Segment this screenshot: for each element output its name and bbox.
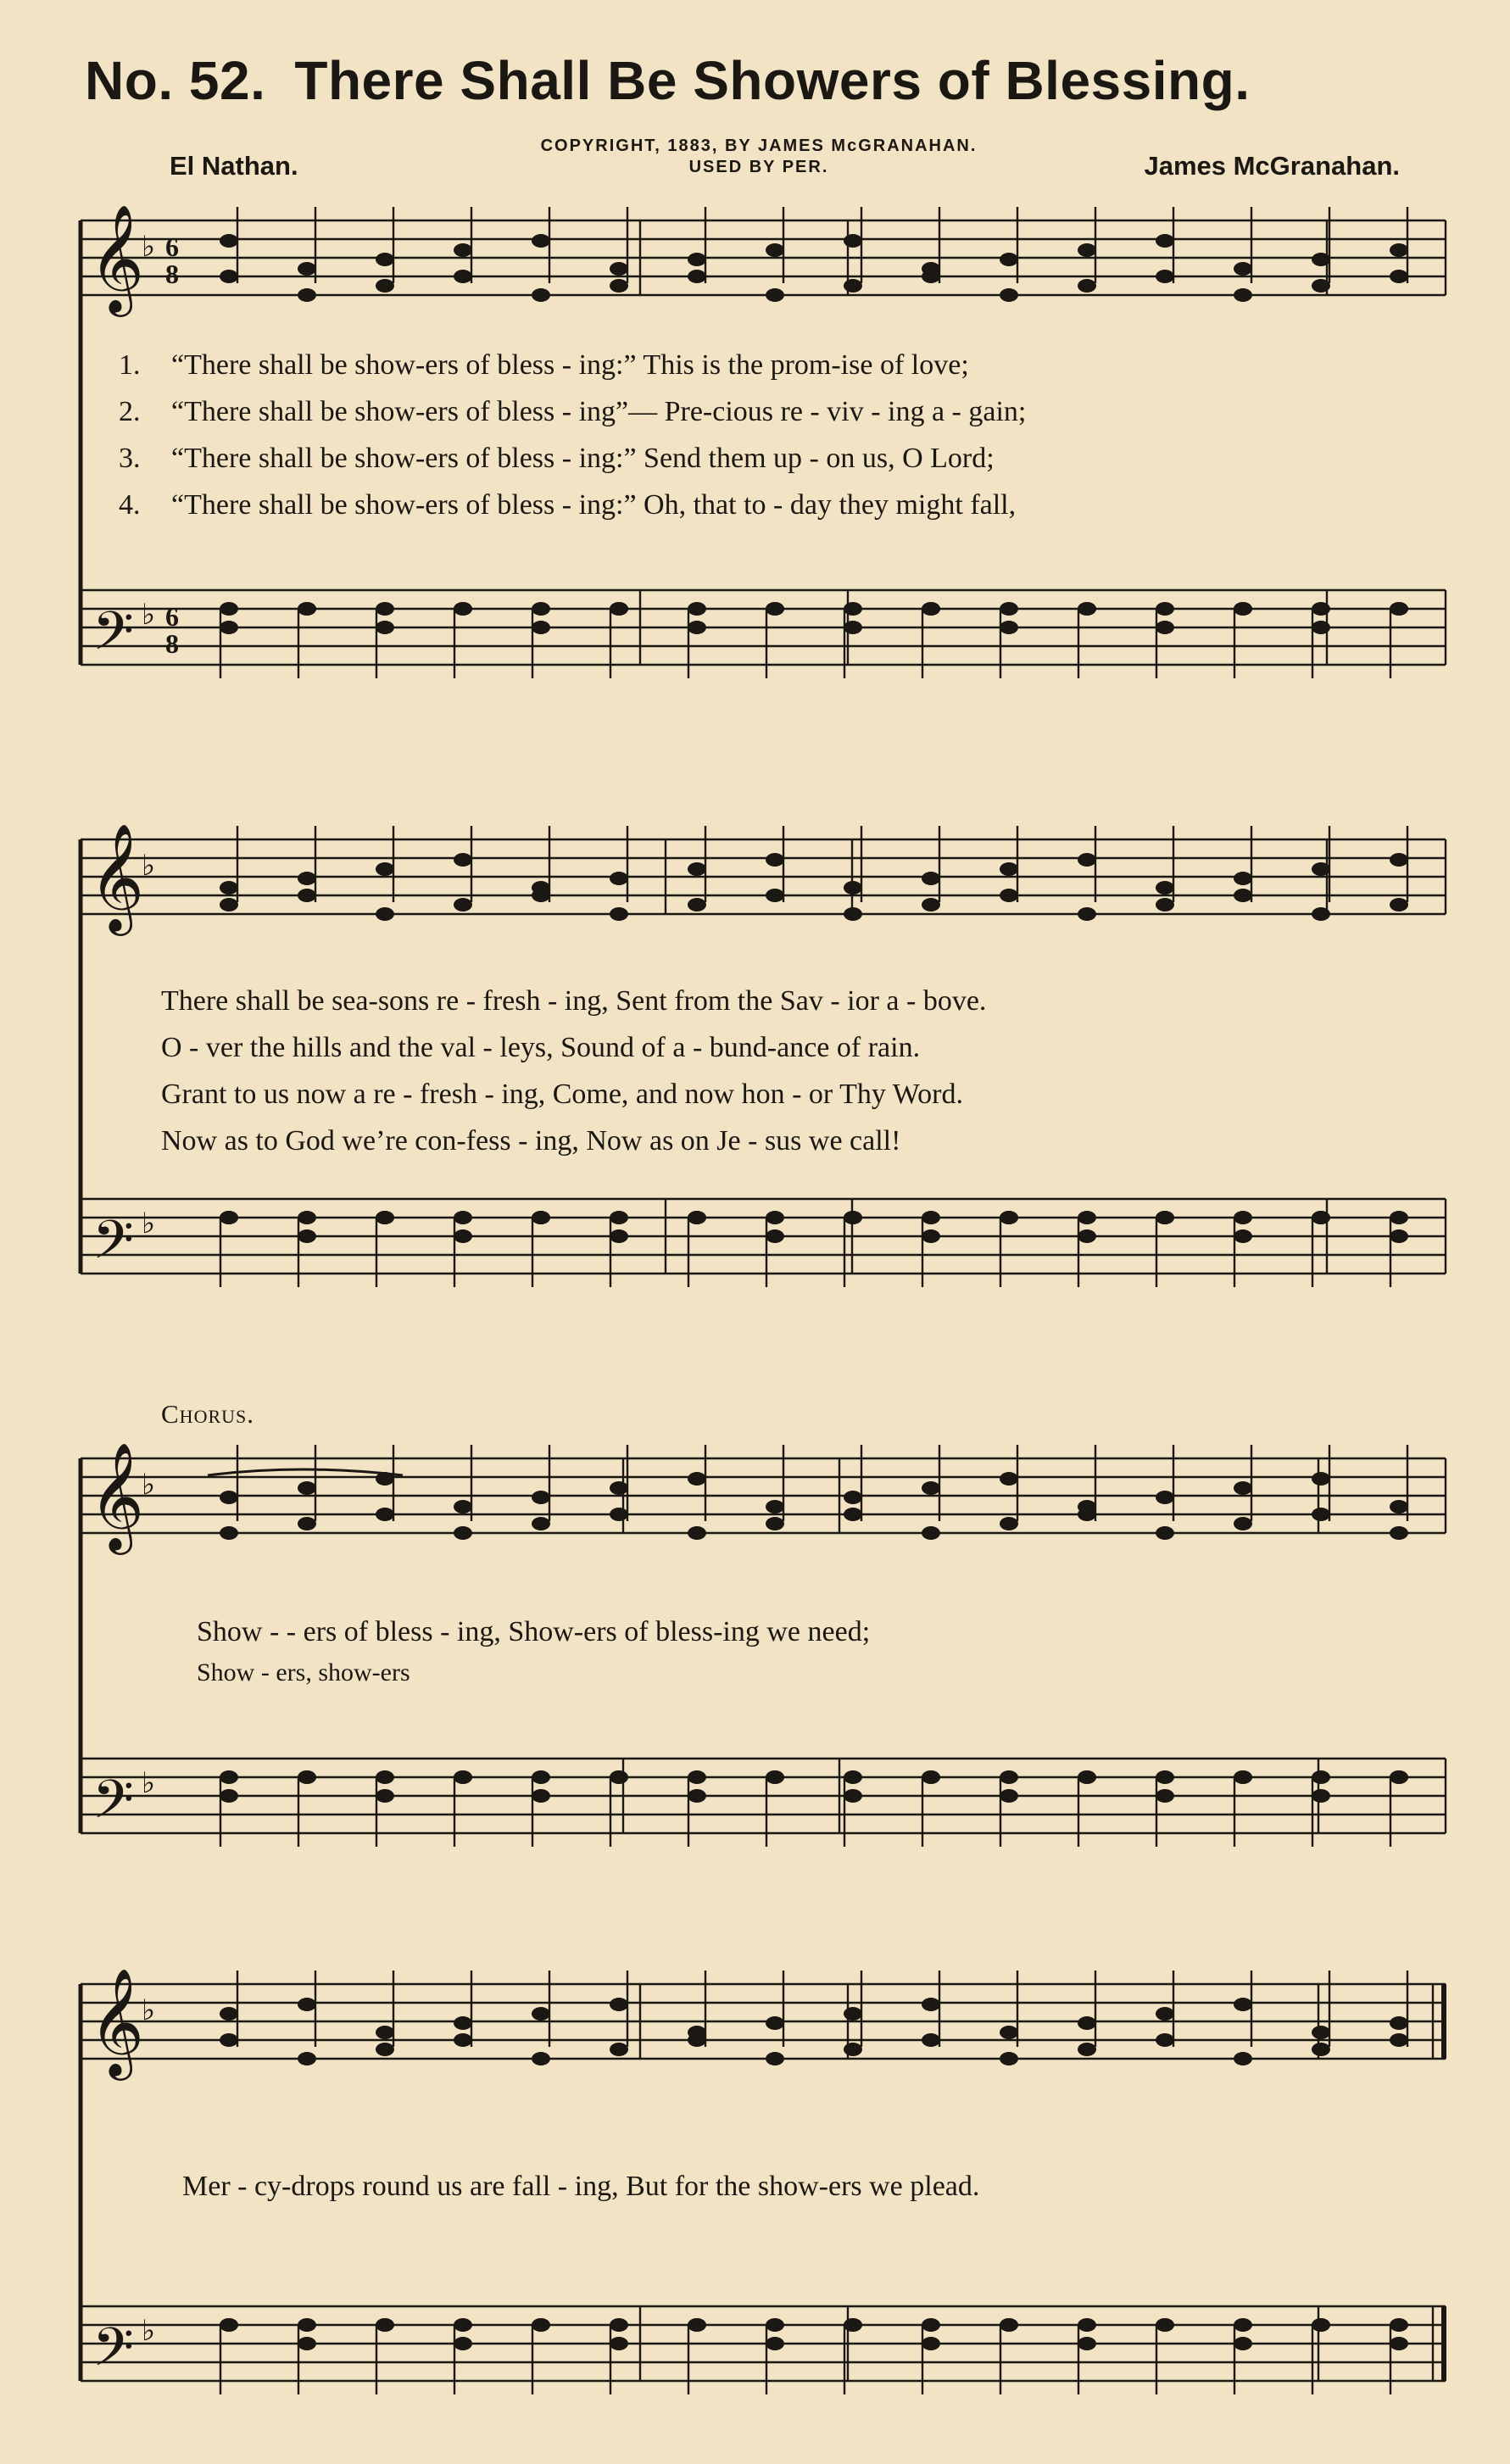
note-head <box>922 2033 940 2047</box>
svg-text:𝄢: 𝄢 <box>92 1771 134 1842</box>
note-head <box>298 1770 316 1784</box>
note-head <box>1000 1789 1018 1803</box>
note-head <box>610 2318 628 2332</box>
note-head <box>688 270 706 283</box>
note-head <box>766 1770 784 1784</box>
note-head <box>1000 602 1018 616</box>
note-head <box>1234 1211 1252 1224</box>
note-head <box>1390 1211 1408 1224</box>
note-head <box>1234 602 1252 616</box>
note-head <box>1156 1211 1174 1224</box>
note-head <box>1078 907 1096 921</box>
note-head <box>220 1789 238 1803</box>
note-head <box>376 1789 394 1803</box>
note-head <box>610 1770 628 1784</box>
note-head <box>1156 602 1174 616</box>
note-head <box>376 1508 394 1521</box>
note-head <box>688 898 706 911</box>
note-head <box>1156 621 1174 634</box>
hymn-title-text: There Shall Be Showers of Blessing. <box>294 50 1251 111</box>
note-head <box>1390 1526 1408 1540</box>
note-head <box>1312 2043 1330 2056</box>
note-head <box>1156 898 1174 911</box>
note-head <box>1312 1789 1330 1803</box>
note-head <box>1234 2052 1252 2065</box>
note-head <box>1000 288 1018 302</box>
svg-text:♭: ♭ <box>142 850 156 882</box>
note-head <box>844 2007 862 2021</box>
note-head <box>766 853 784 867</box>
svg-text:♭: ♭ <box>142 1768 156 1799</box>
note-head <box>1234 1998 1252 2011</box>
note-head <box>376 2043 394 2056</box>
note-head <box>220 1526 238 1540</box>
note-head <box>454 898 472 911</box>
note-head <box>844 881 862 895</box>
note-head <box>376 1472 394 1486</box>
note-head <box>298 262 316 276</box>
note-head <box>766 889 784 902</box>
note-head <box>376 1211 394 1224</box>
note-head <box>220 881 238 895</box>
copyright-line: COPYRIGHT, 1883, BY JAMES McGRANAHAN. <box>540 137 978 155</box>
verse-4-line-1 <box>119 489 1016 521</box>
note-head <box>688 1526 706 1540</box>
note-head <box>1000 621 1018 634</box>
note-head <box>1000 862 1018 876</box>
note-head <box>922 898 940 911</box>
note-head <box>1000 2052 1018 2065</box>
note-head <box>1000 2318 1018 2332</box>
note-head <box>766 1517 784 1530</box>
note-head <box>298 1481 316 1495</box>
note-head <box>610 1508 628 1521</box>
note-head <box>454 2016 472 2030</box>
note-head <box>1078 1229 1096 1243</box>
note-head <box>610 2337 628 2350</box>
permission-line: USED BY PER. <box>688 158 829 176</box>
note-head <box>1078 2016 1096 2030</box>
note-head <box>1312 1472 1330 1486</box>
note-head <box>298 1517 316 1530</box>
verse-2-line-1 <box>119 396 1026 428</box>
note-head <box>532 1211 550 1224</box>
note-head <box>298 872 316 885</box>
hymn-title <box>85 49 1250 112</box>
note-head <box>376 279 394 293</box>
note-head <box>688 1789 706 1803</box>
note-head <box>376 2026 394 2039</box>
svg-text:𝄢: 𝄢 <box>92 1212 134 1283</box>
verse-number: 3. <box>119 443 141 474</box>
note-head <box>688 602 706 616</box>
note-head <box>220 1211 238 1224</box>
note-head <box>922 1770 940 1784</box>
note-head <box>844 279 862 293</box>
verse-number: 1. <box>119 349 141 381</box>
note-head <box>1156 270 1174 283</box>
note-head <box>1390 1229 1408 1243</box>
note-head <box>922 1481 940 1495</box>
note-head <box>454 2318 472 2332</box>
note-head <box>766 1500 784 1514</box>
note-head <box>220 234 238 248</box>
note-head <box>922 872 940 885</box>
note-head <box>922 1211 940 1224</box>
note-head <box>766 243 784 257</box>
note-head <box>220 1491 238 1504</box>
note-head <box>1156 2033 1174 2047</box>
svg-text:8: 8 <box>165 259 179 289</box>
lyricist-credit: El Nathan. <box>170 151 298 181</box>
note-head <box>1156 2318 1174 2332</box>
note-head <box>922 2337 940 2350</box>
note-head <box>1312 1770 1330 1784</box>
note-head <box>610 1481 628 1495</box>
chorus-line-1: Show - - ers of bless - ing, Show-ers of bless-ing we need; <box>197 1616 871 1647</box>
note-head <box>1000 253 1018 266</box>
note-head <box>532 1770 550 1784</box>
svg-text:8: 8 <box>165 628 179 659</box>
note-head <box>766 2052 784 2065</box>
note-head <box>688 253 706 266</box>
svg-text:𝄞: 𝄞 <box>89 1445 145 1548</box>
copyright-notice <box>504 136 1013 178</box>
note-head <box>1312 1508 1330 1521</box>
note-head <box>1312 862 1330 876</box>
note-head <box>610 262 628 276</box>
note-head <box>1156 1526 1174 1540</box>
svg-text:♭: ♭ <box>142 1469 156 1501</box>
note-head <box>688 621 706 634</box>
note-head <box>532 288 550 302</box>
verse-text: “There shall be show-ers of bless - ing:” Send them up - on us, O Lord; <box>171 443 995 474</box>
verse-text: “There shall be show-ers of bless - ing:” This is the prom-ise of love; <box>171 349 969 381</box>
note-head <box>844 907 862 921</box>
note-head <box>844 1211 862 1224</box>
note-head <box>1156 1491 1174 1504</box>
note-head <box>1156 1770 1174 1784</box>
note-head <box>610 602 628 616</box>
note-head <box>1312 621 1330 634</box>
note-head <box>454 1770 472 1784</box>
note-head <box>1156 2007 1174 2021</box>
verse-2-line-2: O - ver the hills and the val - leys, Sound of a - bund-ance of rain. <box>161 1032 921 1063</box>
verse-number: 2. <box>119 396 141 427</box>
note-head <box>1000 2026 1018 2039</box>
note-head <box>298 1211 316 1224</box>
svg-text:♭: ♭ <box>142 1995 156 2026</box>
note-head <box>1078 1770 1096 1784</box>
note-head <box>220 621 238 634</box>
note-head <box>1312 253 1330 266</box>
note-head <box>844 234 862 248</box>
note-head <box>376 602 394 616</box>
note-head <box>1000 1211 1018 1224</box>
note-head <box>688 1472 706 1486</box>
note-head <box>610 872 628 885</box>
note-head <box>376 1770 394 1784</box>
note-head <box>688 1211 706 1224</box>
note-head <box>1312 907 1330 921</box>
note-head <box>1234 2337 1252 2350</box>
note-head <box>1234 872 1252 885</box>
note-head <box>1390 1770 1408 1784</box>
note-head <box>610 2043 628 2056</box>
note-head <box>376 907 394 921</box>
note-head <box>1390 898 1408 911</box>
note-head <box>844 1789 862 1803</box>
note-head <box>454 1211 472 1224</box>
note-head <box>532 621 550 634</box>
note-head <box>376 2318 394 2332</box>
note-head <box>844 1508 862 1521</box>
note-head <box>844 1491 862 1504</box>
note-head <box>1312 602 1330 616</box>
note-head <box>1078 2318 1096 2332</box>
note-head <box>1390 2033 1408 2047</box>
verse-3-line-1 <box>119 443 995 475</box>
note-head <box>1234 1770 1252 1784</box>
note-head <box>298 602 316 616</box>
note-head <box>1000 1472 1018 1486</box>
hymn-number: No. 52. <box>85 50 266 111</box>
svg-text:𝄞: 𝄞 <box>89 207 145 310</box>
note-head <box>220 270 238 283</box>
note-head <box>220 898 238 911</box>
note-head <box>844 2318 862 2332</box>
note-head <box>1390 270 1408 283</box>
svg-text:𝄞: 𝄞 <box>89 1971 145 2074</box>
note-head <box>1390 602 1408 616</box>
note-head <box>532 2007 550 2021</box>
note-head <box>766 2318 784 2332</box>
note-head <box>1156 1789 1174 1803</box>
note-head <box>1078 2337 1096 2350</box>
note-head <box>1078 2043 1096 2056</box>
note-head <box>454 602 472 616</box>
note-head <box>220 602 238 616</box>
composer-credit: James McGranahan. <box>1144 151 1400 181</box>
note-head <box>376 253 394 266</box>
note-head <box>1312 1211 1330 1224</box>
note-head <box>454 1229 472 1243</box>
note-head <box>1390 853 1408 867</box>
verse-1-line-1 <box>119 349 969 382</box>
verse-1-line-2: There shall be sea-sons re - fresh - ing, Sent from the Sav - ior a - bove. <box>161 985 987 1017</box>
chorus-line-2: Mer - cy-drops round us are fall - ing, But for the show-ers we plead. <box>182 2171 980 2202</box>
verse-3-line-2: Grant to us now a re - fresh - ing, Come, and now hon - or Thy Word. <box>161 1079 963 1110</box>
note-head <box>766 288 784 302</box>
note-head <box>844 621 862 634</box>
note-head <box>766 1211 784 1224</box>
staff-notation <box>81 1433 1446 1874</box>
note-head <box>454 243 472 257</box>
note-head <box>844 1770 862 1784</box>
note-head <box>532 1789 550 1803</box>
note-head <box>922 2318 940 2332</box>
note-head <box>1390 2337 1408 2350</box>
note-head <box>1390 2318 1408 2332</box>
note-head <box>1234 2318 1252 2332</box>
note-head <box>454 1526 472 1540</box>
note-head <box>610 1229 628 1243</box>
note-head <box>1234 889 1252 902</box>
svg-text:6: 6 <box>165 601 179 632</box>
note-head <box>220 2318 238 2332</box>
music-system-2 <box>81 814 1446 1323</box>
svg-text:♭: ♭ <box>142 231 156 263</box>
note-head <box>220 2007 238 2021</box>
staff-notation <box>81 814 1446 1323</box>
note-head <box>610 1211 628 1224</box>
note-head <box>532 889 550 902</box>
note-head <box>610 1998 628 2011</box>
note-head <box>922 1229 940 1243</box>
svg-text:♭: ♭ <box>142 599 156 631</box>
note-head <box>1390 1500 1408 1514</box>
note-head <box>376 862 394 876</box>
note-head <box>1390 243 1408 257</box>
note-head <box>922 1998 940 2011</box>
note-head <box>1234 1481 1252 1495</box>
note-head <box>1078 853 1096 867</box>
verse-text: “There shall be show-ers of bless - ing:” Oh, that to - day they might fall, <box>171 489 1017 521</box>
note-head <box>1078 1211 1096 1224</box>
note-head <box>766 1229 784 1243</box>
note-head <box>1000 1517 1018 1530</box>
note-head <box>1078 602 1096 616</box>
note-head <box>688 2033 706 2047</box>
note-head <box>688 2318 706 2332</box>
note-head <box>532 1517 550 1530</box>
note-head <box>610 279 628 293</box>
note-head <box>298 1229 316 1243</box>
verse-number: 4. <box>119 489 141 521</box>
svg-text:6: 6 <box>165 231 179 262</box>
note-head <box>1312 2318 1330 2332</box>
note-head <box>1000 1770 1018 1784</box>
note-head <box>454 1500 472 1514</box>
note-head <box>532 2318 550 2332</box>
note-head <box>1234 288 1252 302</box>
note-head <box>298 889 316 902</box>
verse-text: “There shall be show-ers of bless - ing”— Pre-cious re - viv - ing a - gain; <box>171 396 1027 427</box>
note-head <box>454 270 472 283</box>
svg-text:𝄞: 𝄞 <box>89 826 145 929</box>
note-head <box>766 2337 784 2350</box>
note-head <box>1234 1517 1252 1530</box>
svg-text:𝄢: 𝄢 <box>92 2319 134 2390</box>
svg-text:𝄢: 𝄢 <box>92 603 134 674</box>
note-head <box>532 234 550 248</box>
svg-text:♭: ♭ <box>142 2316 156 2347</box>
note-head <box>1078 1508 1096 1521</box>
note-head <box>688 1770 706 1784</box>
note-head <box>532 2052 550 2065</box>
note-head <box>220 1770 238 1784</box>
note-head <box>1312 279 1330 293</box>
note-head <box>1390 2016 1408 2030</box>
note-head <box>1156 234 1174 248</box>
note-head <box>610 907 628 921</box>
note-head <box>766 602 784 616</box>
note-head <box>454 2033 472 2047</box>
note-head <box>532 602 550 616</box>
chorus-label: Chorus. <box>161 1399 254 1429</box>
note-head <box>454 2337 472 2350</box>
note-head <box>220 2033 238 2047</box>
note-head <box>1000 889 1018 902</box>
chorus-line-1-bass: Show - ers, show-ers <box>197 1658 410 1686</box>
note-head <box>766 2016 784 2030</box>
note-head <box>922 270 940 283</box>
note-head <box>454 853 472 867</box>
note-head <box>688 862 706 876</box>
note-head <box>1312 2026 1330 2039</box>
note-head <box>1156 881 1174 895</box>
music-system-3 <box>81 1433 1446 1874</box>
note-head <box>1234 1229 1252 1243</box>
note-head <box>844 602 862 616</box>
note-head <box>1078 243 1096 257</box>
note-head <box>532 1491 550 1504</box>
note-head <box>298 2052 316 2065</box>
note-head <box>298 2337 316 2350</box>
note-head <box>298 288 316 302</box>
note-head <box>1078 279 1096 293</box>
note-head <box>1234 262 1252 276</box>
svg-text:♭: ♭ <box>142 1208 156 1240</box>
note-head <box>298 1998 316 2011</box>
note-head <box>298 2318 316 2332</box>
note-head <box>844 2043 862 2056</box>
verse-4-line-2: Now as to God we’re con-fess - ing, Now as on Je - sus we call! <box>161 1125 901 1157</box>
note-head <box>376 621 394 634</box>
note-head <box>922 602 940 616</box>
note-head <box>922 1526 940 1540</box>
